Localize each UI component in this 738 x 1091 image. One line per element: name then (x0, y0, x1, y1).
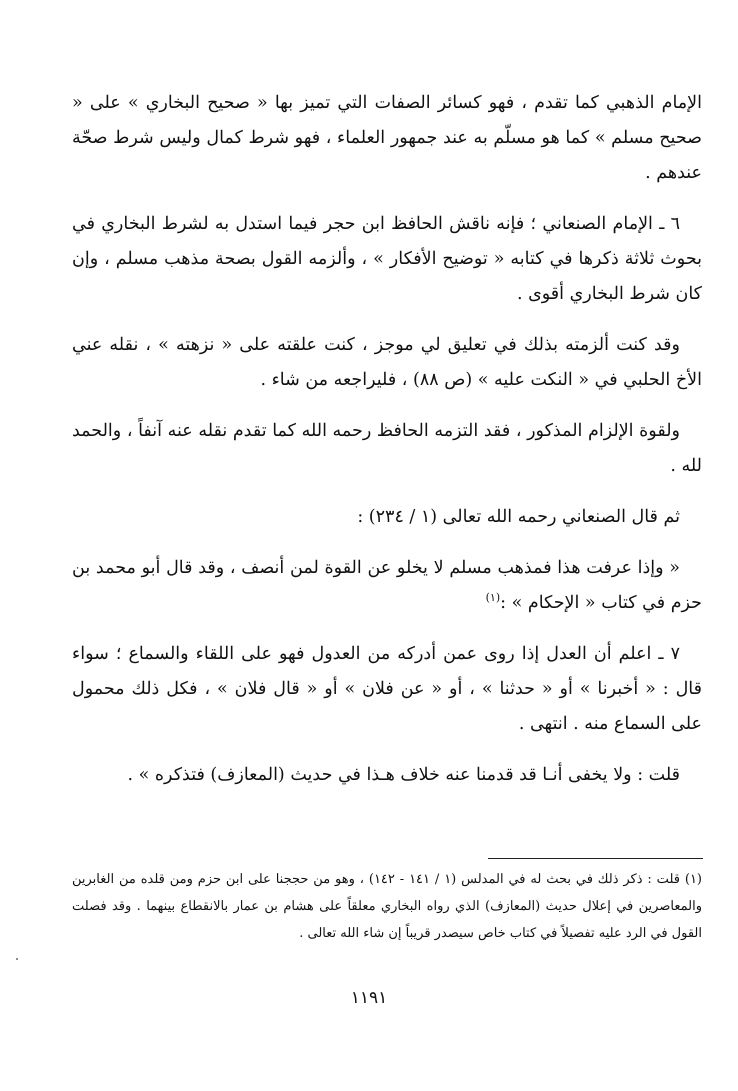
paragraph-6 (72, 551, 702, 621)
footnote-text: (١) قلت : ذكر ذلك في بحث له في المدلس (١ / ١٤١ - ١٤٢) ، وهو من حججنا على ابن حزم ومن قلده من الغابرين والمعاصرين في إعلال حديث (المعازف) الذي رواه البخاري معلقاً على هشام بن عمار بالانقطاع بينهما . وقد فصلت القول في الرد عليه تفصيلاً في كتاب خاص سيصدر قريباً إن شاء الله تعالى . (72, 872, 702, 941)
margin-mark (16, 958, 18, 960)
paragraph-7: ٧ ـ اعلم أن العدل إذا روى عمن أدركه من العدول فهو على اللقاء والسماع ؛ سواء قال : « أخبرنا » أو « حدثنا » ، أو « عن فلان » أو « قال فلان » ، فكل ذلك محمول على السماع منه . انتهى . (72, 644, 702, 734)
footnote-reference: (١) (485, 591, 501, 605)
paragraph-1: الإمام الذهبي كما تقدم ، فهو كسائر الصفات التي تميز بها « صحيح البخاري » على « صحيح مسلم » كما هو مسلّم به عند جمهور العلماء ، فهو شرط كمال وليس شرط صحّة عندهم . (72, 93, 702, 183)
paragraph-6-text: « وإذا عرفت هذا فمذهب مسلم لا يخلو عن القوة لمن أنصف ، وقد قال أبو محمد بن حزم في كتاب « الإحكام » : (72, 558, 702, 613)
main-text (72, 86, 702, 809)
footnote-separator (488, 858, 703, 859)
footnote (72, 866, 702, 947)
paragraph-5: ثم قال الصنعاني رحمه الله تعالى (١ / ٢٣٤) : (357, 507, 680, 527)
paragraph-4: ولقوة الإلزام المذكور ، فقد التزمه الحافظ رحمه الله كما تقدم نقله عنه آنفاً ، والحمد لله . (72, 421, 702, 476)
page-number: ١١٩١ (350, 988, 388, 1008)
paragraph-8: قلت : ولا يخفى أنـا قد قدمنا عنه خلاف هـذا في حديث (المعازف) فتذكره » . (127, 765, 680, 785)
paragraph-2: ٦ ـ الإمام الصنعاني ؛ فإنه ناقش الحافظ ابن حجر فيما استدل به لشرط البخاري في بحوث ثلاثة ذكرها في كتابه « توضيح الأفكار » ، وألزمه القول بصحة مذهب مسلم ، وإن كان شرط البخاري أقوى . (72, 214, 702, 304)
paragraph-3: وقد كنت ألزمته بذلك في تعليق لي موجز ، كنت علقته على « نزهته » ، نقله عني الأخ الحلبي في « النكت عليه » (ص ٨٨) ، فليراجعه من شاء . (72, 335, 702, 390)
